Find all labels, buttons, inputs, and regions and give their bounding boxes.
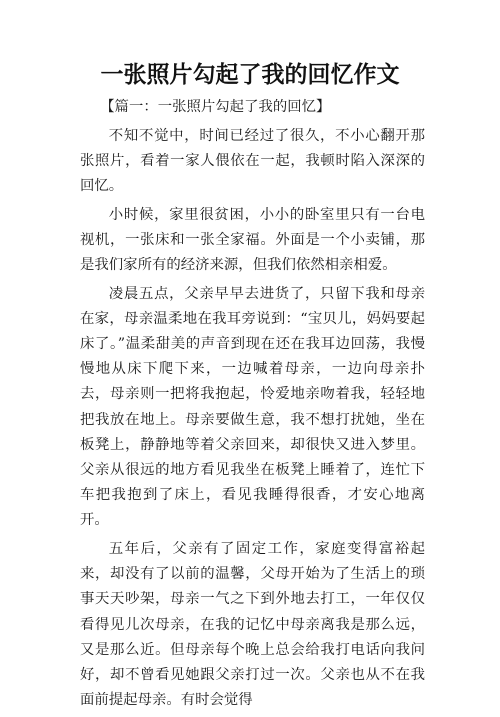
section-heading: 【篇一：一张照片勾起了我的回忆】 <box>100 99 331 115</box>
document-title: 一张照片勾起了我的回忆作文 <box>100 62 400 88</box>
paragraph: 小时候，家里很贫困，小小的卧室里只有一台电视机，一张床和一张全家福。外面是一个小卖铺，那是我们家所有的经济来源，但我们依然相亲相爱。 <box>80 206 425 273</box>
article-body <box>80 95 425 717</box>
paragraph: 凌晨五点，父亲早早去进货了，只留下我和母亲在家，母亲温柔地在我耳旁说到：“宝贝儿，妈妈要起床了。”温柔甜美的声音到现在还在我耳边回荡，我慢慢地从床下爬下来，一边喊着母亲，一边向母亲扑去，母亲则一把将我抱起，怜爱地亲吻着我，轻轻地把我放在地上。母亲要做生意，我不想打扰她，坐在板凳上，静静地等着父亲回来，却很快又进入梦里。父亲从很远的地方看见我坐在板凳上睡着了，连忙下车把我抱到了床上，看见我睡得很香，才安心地离开。 <box>80 285 425 529</box>
paragraph: 不知不觉中，时间已经过了很久，不小心翻开那张照片，看着一家人偎依在一起，我顿时陷入深深的回忆。 <box>80 127 425 194</box>
paragraph: 五年后，父亲有了固定工作，家庭变得富裕起来，却没有了以前的温馨，父母开始为了生活上的琐事天天吵架，母亲一气之下到外地去打工，一年仅仅看得见儿次母亲，在我的记忆中母亲离我是那么远，又是那么近。但母亲每个晚上总会给我打电话向我问好，却不曾看见她跟父亲打过一次。父亲也从不在我面前提起母亲。有时会觉得 <box>80 541 425 709</box>
